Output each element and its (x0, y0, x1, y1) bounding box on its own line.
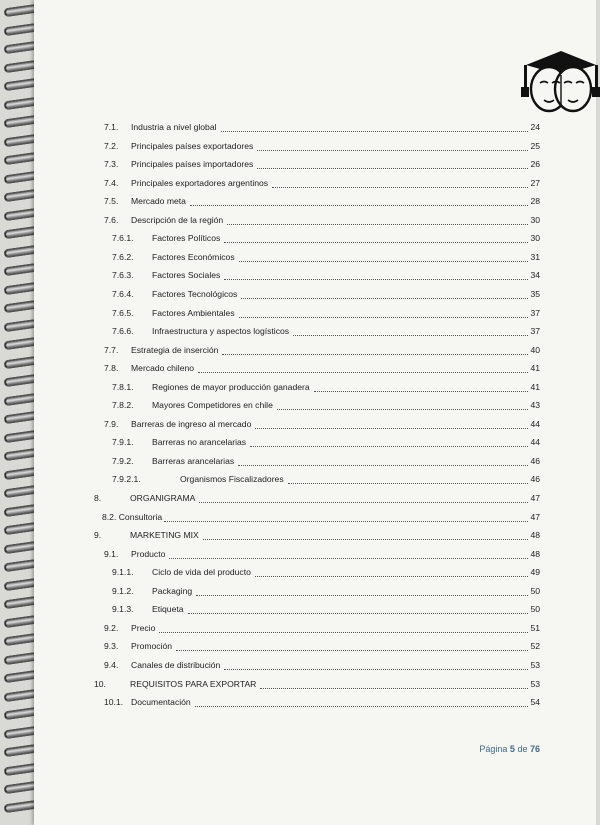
footer-sep: de (517, 744, 528, 754)
toc-leader-dots (239, 309, 528, 318)
toc-leader-dots (277, 401, 528, 410)
toc-page-number: 47 (530, 493, 540, 503)
toc-leader-dots (257, 142, 528, 151)
toc-page-number: 49 (530, 567, 540, 578)
footer-total-pages: 76 (529, 744, 540, 754)
toc-page-number: 31 (530, 251, 540, 262)
toc-page-number: 50 (530, 585, 540, 596)
toc-row[interactable] (34, 176, 596, 191)
toc-row[interactable] (34, 677, 596, 692)
toc-title: Barreras de ingreso al mercado (131, 417, 253, 432)
toc-number: 9.1.3. (112, 604, 134, 615)
toc-leader-dots (314, 383, 528, 392)
toc-number: 9.3. (104, 641, 119, 652)
toc-page-number: 48 (530, 548, 540, 559)
toc-title: Barreras arancelarias (152, 454, 236, 469)
toc-row[interactable] (34, 547, 596, 562)
toc-leader-dots (159, 624, 528, 633)
toc-number: 9. (94, 530, 102, 541)
toc-page-number: 40 (530, 344, 540, 355)
toc-number: 10.1. (104, 697, 124, 708)
toc-title: Factores Tecnológicos (152, 287, 239, 302)
toc-page-number: 37 (530, 326, 540, 337)
toc-page-number: 44 (530, 418, 540, 429)
toc-row[interactable] (34, 343, 596, 358)
toc-page-number: 41 (530, 381, 540, 392)
toc-page-number: 53 (530, 678, 540, 689)
toc-leader-dots (260, 680, 528, 689)
toc-title: Estrategia de inserción (131, 343, 220, 358)
toc-leader-dots (188, 605, 528, 614)
toc-page-number: 54 (530, 697, 540, 708)
toc-title: Barreras no arancelarias (152, 435, 248, 450)
toc-page-number: 27 (530, 177, 540, 188)
toc-title: Organismos Fiscalizadores (180, 472, 286, 487)
toc-number: 7.6. (104, 214, 119, 225)
toc-number: 7.6.4. (112, 288, 134, 299)
toc-title: REQUISITOS PARA EXPORTAR (130, 677, 258, 692)
toc-leader-dots (221, 123, 528, 132)
toc-row[interactable] (34, 157, 596, 172)
toc-title: MARKETING MIX (130, 528, 201, 543)
toc-page-number: 52 (530, 641, 540, 652)
toc-row[interactable] (34, 695, 596, 710)
toc-leader-dots (272, 179, 528, 188)
toc-row[interactable] (34, 435, 596, 450)
toc-number: 10. (94, 678, 106, 689)
toc-page-number: 37 (530, 307, 540, 318)
toc-row[interactable] (34, 139, 596, 154)
toc-number: 7.8.2. (112, 400, 134, 411)
toc-leader-dots (238, 457, 528, 466)
toc-number: 7.6.5. (112, 307, 134, 318)
toc-number: 9.1.1. (112, 567, 134, 578)
toc-leader-dots (255, 568, 528, 577)
toc-page-number: 47 (530, 511, 540, 522)
toc-row[interactable] (34, 528, 596, 543)
toc-leader-dots (190, 197, 528, 206)
toc-leader-dots (293, 327, 528, 336)
toc-number: 7.5. (104, 196, 119, 207)
table-of-contents (34, 0, 596, 825)
toc-number: 7.9.1. (112, 437, 134, 448)
toc-title: Regiones de mayor producción ganadera (152, 380, 312, 395)
toc-leader-dots (241, 290, 528, 299)
toc-leader-dots (198, 364, 528, 373)
toc-page-number: 26 (530, 159, 540, 170)
toc-row[interactable] (34, 454, 596, 469)
toc-row[interactable] (34, 491, 596, 506)
toc-page-number: 34 (530, 270, 540, 281)
toc-number: 7.9.2.1. (112, 474, 141, 485)
toc-page-number: 41 (530, 363, 540, 374)
toc-leader-dots (288, 475, 528, 484)
toc-title: Descripción de la región (131, 213, 225, 228)
toc-number: 7.6.6. (112, 326, 134, 337)
toc-number: 7.1. (104, 122, 119, 132)
toc-title: Canales de distribución (131, 658, 222, 673)
toc-row[interactable] (34, 417, 596, 432)
toc-leader-dots (255, 420, 528, 429)
toc-title: Ciclo de vida del producto (152, 565, 253, 580)
toc-leader-dots (176, 642, 528, 651)
toc-title: Principales países exportadores (131, 139, 255, 154)
toc-number: 7.3. (104, 159, 119, 170)
toc-row[interactable] (34, 287, 596, 302)
toc-title: Factores Sociales (152, 268, 222, 283)
toc-title: Mercado meta (131, 194, 188, 209)
toc-leader-dots (164, 513, 528, 522)
toc-row[interactable] (34, 398, 596, 413)
toc-row[interactable] (34, 306, 596, 321)
toc-row[interactable] (34, 361, 596, 376)
toc-title: Factores Ambientales (152, 306, 237, 321)
document-page (34, 0, 596, 825)
toc-title: Etiqueta (152, 602, 186, 617)
toc-leader-dots (169, 550, 528, 559)
toc-leader-dots (224, 661, 528, 670)
toc-page-number: 30 (530, 214, 540, 225)
toc-leader-dots (227, 216, 528, 225)
toc-title: Factores Políticos (152, 231, 222, 246)
toc-number: 7.7. (104, 344, 119, 355)
toc-leader-dots (224, 234, 528, 243)
toc-number: 7.6.2. (112, 251, 134, 262)
toc-row[interactable] (34, 324, 596, 339)
toc-page-number: 53 (530, 659, 540, 670)
toc-leader-dots (257, 160, 528, 169)
toc-row[interactable] (34, 268, 596, 283)
toc-title: Packaging (152, 584, 194, 599)
toc-number: 7.4. (104, 177, 119, 188)
toc-title: Documentación (131, 695, 193, 710)
toc-row[interactable] (34, 658, 596, 673)
toc-title: Producto (131, 547, 167, 562)
toc-row[interactable] (34, 194, 596, 209)
toc-leader-dots (195, 698, 528, 707)
toc-page-number: 50 (530, 604, 540, 615)
toc-leader-dots (239, 253, 528, 262)
toc-title: Mercado chileno (131, 361, 196, 376)
toc-page-number: 51 (530, 622, 540, 633)
toc-number: 8.2. Consultoria (102, 511, 163, 522)
toc-number: 7.2. (104, 140, 119, 151)
toc-leader-dots (203, 531, 528, 540)
toc-row[interactable] (34, 510, 596, 525)
footer-current-page: 5 (509, 744, 515, 754)
toc-row[interactable] (34, 380, 596, 395)
toc-row[interactable] (34, 120, 596, 135)
toc-page-number: 25 (530, 140, 540, 151)
page-footer (479, 744, 540, 754)
toc-title: ORGANIGRAMA (130, 491, 197, 506)
toc-page-number: 28 (530, 196, 540, 207)
toc-title: Principales países importadores (131, 157, 255, 172)
toc-page-number: 24 (530, 122, 540, 132)
toc-title: Mayores Competidores en chile (152, 398, 275, 413)
toc-title: Precio (131, 621, 157, 636)
toc-page-number: 48 (530, 530, 540, 541)
toc-row[interactable] (34, 250, 596, 265)
toc-page-number: 44 (530, 437, 540, 448)
toc-number: 9.1. (104, 548, 119, 559)
toc-number: 8. (94, 493, 102, 503)
toc-number: 7.9. (104, 418, 119, 429)
toc-row[interactable] (34, 231, 596, 246)
toc-row[interactable] (34, 639, 596, 654)
toc-page-number: 43 (530, 400, 540, 411)
toc-row[interactable] (34, 472, 596, 487)
toc-number: 9.4. (104, 659, 119, 670)
toc-page-number: 46 (530, 455, 540, 466)
toc-leader-dots (222, 346, 528, 355)
toc-number: 7.9.2. (112, 455, 134, 466)
toc-number: 7.6.3. (112, 270, 134, 281)
toc-number: 7.8. (104, 363, 119, 374)
toc-title: Industria a nivel global (131, 120, 219, 135)
toc-leader-dots (224, 271, 528, 280)
toc-leader-dots (196, 587, 528, 596)
toc-row[interactable] (34, 584, 596, 599)
toc-page-number: 30 (530, 233, 540, 244)
toc-leader-dots (250, 438, 528, 447)
toc-number: 9.2. (104, 622, 119, 633)
toc-page-number: 46 (530, 474, 540, 485)
toc-title: Promoción (131, 639, 174, 654)
toc-row[interactable] (34, 621, 596, 636)
toc-number: 9.1.2. (112, 585, 134, 596)
toc-leader-dots (199, 494, 528, 503)
toc-title: Infraestructura y aspectos logísticos (152, 324, 291, 339)
toc-row[interactable] (34, 565, 596, 580)
toc-title: Factores Económicos (152, 250, 237, 265)
toc-number: 7.6.1. (112, 233, 134, 244)
toc-row[interactable] (34, 602, 596, 617)
toc-number: 7.8.1. (112, 381, 134, 392)
toc-title: Principales exportadores argentinos (131, 176, 270, 191)
footer-prefix: Página (479, 744, 508, 754)
toc-row[interactable] (34, 213, 596, 228)
toc-page-number: 35 (530, 288, 540, 299)
